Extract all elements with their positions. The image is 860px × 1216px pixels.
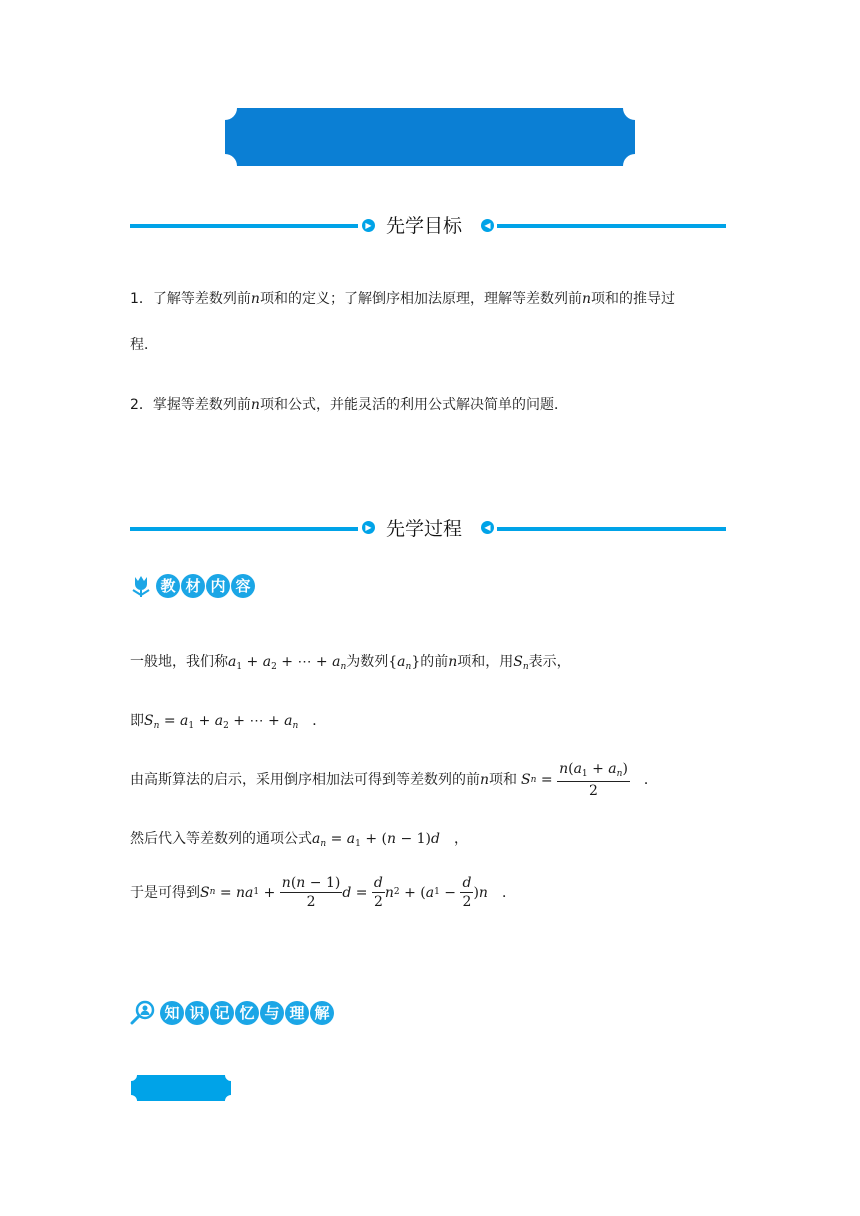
label-char: 教 [156,574,180,598]
label-char: 忆 [235,1001,259,1025]
section-title: 先学目标 [386,215,463,237]
label-char: 理 [285,1001,309,1025]
content-paragraph: 于是可得到 S n = na 1 + $\frac{n(n - 1)}{2}$ d = $\frac{d}{2}$ n 2 + ( a 1 − $\frac{d}{2}$ ) n ． [130,875,516,910]
arrow-left-icon: ◀ [481,521,494,534]
arrow-left-icon: ◀ [481,219,494,232]
objective-item: 2．掌握等差数列前n项和公式，并能灵活的利用公式解决简单的问题． [130,397,568,413]
section-divider-right [497,224,726,228]
tulip-icon [130,574,152,598]
label-char: 记 [210,1001,234,1025]
objective-item-wrap: 程． [130,337,158,353]
content-paragraph: 即$S_n = a_1 + a_2$ + ⋯ + $a_n$ ． [130,713,327,731]
content-paragraph: 一般地，我们称$a_1 + a_2$ + ⋯ + $a_n$为数列$\{a_n\}$的前n项和，用$S_n$表示， [130,654,571,672]
sub-section-tag [131,1075,231,1101]
magnifier-person-icon [130,1000,156,1026]
content-paragraph: 由高斯算法的启示，采用倒序相加法可得到等差数列的前 n 项和 S n = $\frac{n(a_1 + a_n)}{2}$ ． [130,761,658,799]
title-banner [225,108,635,166]
section-divider-right [497,527,726,531]
section-divider-left [130,224,358,228]
section-title: 先学过程 [386,518,463,540]
arrow-right-icon: ▶ [362,219,375,232]
section-divider-left [130,527,358,531]
arrow-right-icon: ▶ [362,521,375,534]
label-char: 解 [310,1001,334,1025]
label-char: 与 [260,1001,284,1025]
objective-item: 1．了解等差数列前n项和的定义；了解倒序相加法原理，理解等差数列前n项和的推导过 [130,291,675,307]
label-char: 容 [231,574,255,598]
label-char: 识 [185,1001,209,1025]
label-knowledge-memory [130,1000,335,1026]
label-char: 材 [181,574,205,598]
label-textbook-content [130,574,256,598]
label-char: 知 [160,1001,184,1025]
label-char: 内 [206,574,230,598]
content-paragraph: 然后代入等差数列的通项公式$a_n = a_1 + (n - 1)d$ ， [130,831,468,849]
